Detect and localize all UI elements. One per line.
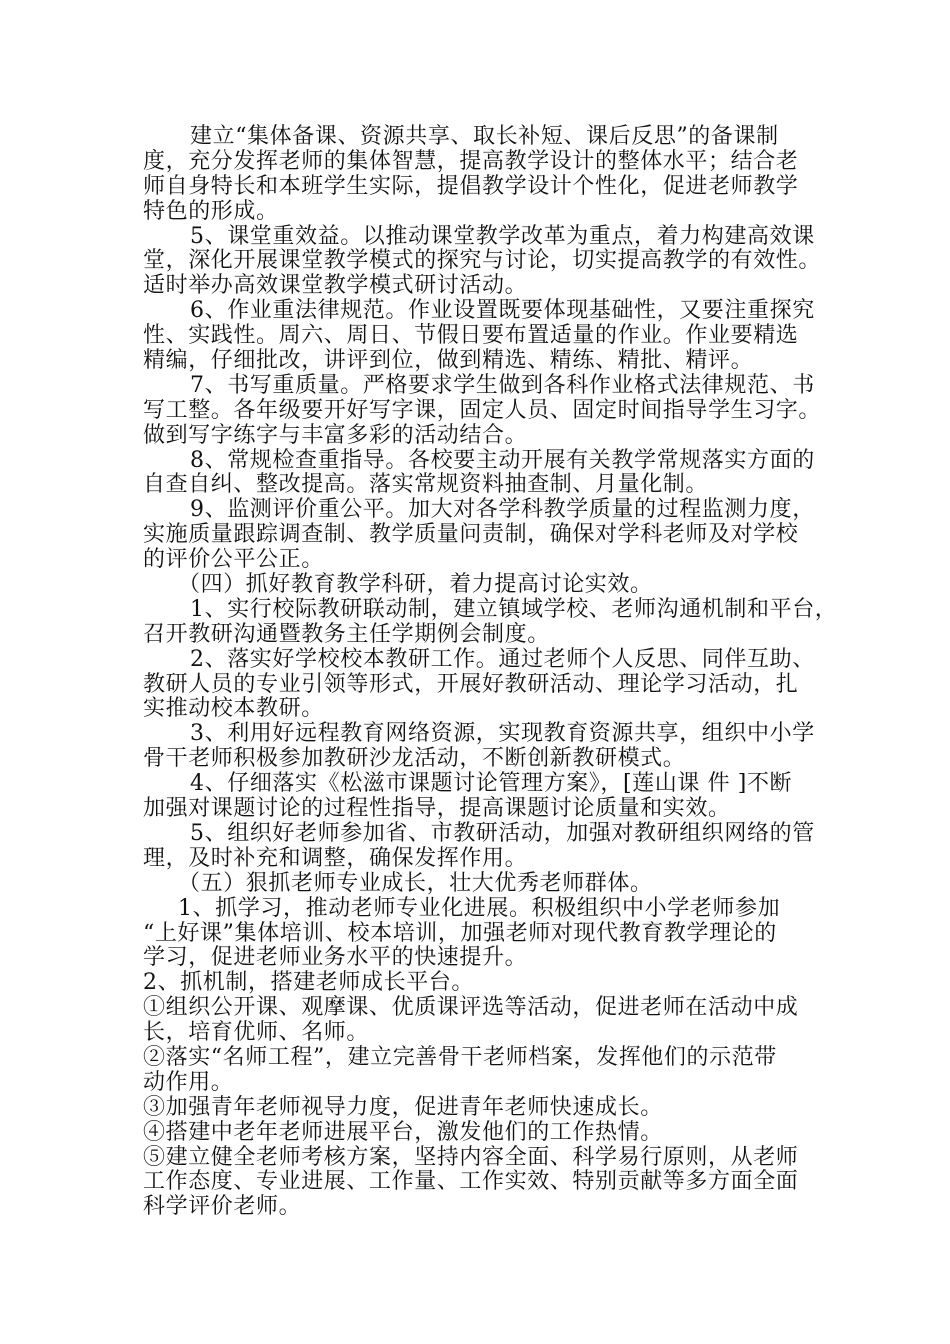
text-line: 5、组织好老师参加省、市教研活动，加强对教研组织网络的管 [190, 820, 815, 846]
text-line: 理，及时补充和调整，确保发挥作用。 [143, 845, 528, 871]
text-line: “上好课”集体培训、校本培训，加强老师对现代教育教学理论的 [143, 920, 777, 946]
text-line: 8、常规检查重指导。各校要主动开展有关教学常规落实方面的 [190, 447, 815, 473]
text-line: 6、作业重法律规范。作业设置既要体现基础性，又要注重探究 [190, 298, 815, 324]
text-line: 性、实践性。周六、周日、节假日要布置适量的作业。作业要精选 [143, 323, 799, 349]
text-line: 适时举办高效课堂教学模式研讨活动。 [143, 273, 528, 299]
text-line: ①组织公开课、观摩课、优质课评选等活动，促进老师在活动中成 [143, 995, 799, 1021]
text-line: 动作用。 [143, 1069, 234, 1095]
text-line: 2、抓机制，搭建老师成长平台。 [143, 970, 474, 996]
text-line: 工作态度、专业进展、工作量、工作实效、特别贡献等多方面全面 [143, 1169, 799, 1195]
text-line: 1、抓学习，推动老师专业化进展。积极组织中小学老师参加 [178, 895, 781, 921]
text-line: 1、实行校际教研联动制，建立镇域学校、老师沟通机制和平台， [190, 596, 838, 622]
text-line: 实推动校本教研。 [143, 696, 324, 722]
text-line: （四）抓好教育教学科研，着力提高讨论实效。 [178, 572, 653, 598]
text-line: 堂，深化开展课堂教学模式的探究与讨论，切实提高教学的有效性。 [143, 248, 822, 274]
text-line: 的评价公平公正。 [143, 547, 324, 573]
text-line: 精编，仔细批改，讲评到位，做到精选、精练、精批、精评。 [143, 348, 754, 374]
text-line: 建立“集体备课、资源共享、取长补短、课后反思”的备课制 [190, 124, 779, 149]
text-line: 师自身特长和本班学生实际，提倡教学设计个性化，促进老师教学 [143, 173, 799, 199]
text-line: 度，充分发挥老师的集体智慧，提高教学设计的整体水平；结合老 [143, 148, 799, 174]
text-line: 科学评价老师。 [143, 1194, 302, 1220]
text-line: 7、书写重质量。严格要求学生做到各科作业格式法律规范、书 [190, 372, 815, 398]
text-line: ⑤建立健全老师考核方案，坚持内容全面、科学易行原则，从老师 [143, 1144, 799, 1170]
text-line: 教研人员的专业引领等形式，开展好教研活动、理论学习活动，扎 [143, 671, 799, 697]
text-line: 骨干老师积极参加教研沙龙活动，不断创新教研模式。 [143, 746, 686, 772]
text-line: ④搭建中老年老师进展平台，激发他们的工作热情。 [143, 1119, 663, 1145]
text-line: 9、监测评价重公平。加大对各学科教学质量的过程监测力度， [190, 497, 815, 523]
text-line: 写工整。各年级要开好写字课，固定人员、固定时间指导学生习字。 [143, 397, 822, 423]
text-line: 做到写字练字与丰富多彩的活动结合。 [143, 422, 528, 448]
text-line: 特色的形成。 [143, 198, 279, 224]
text-line: 召开教研沟通暨教务主任学期例会制度。 [143, 621, 550, 647]
text-line: 2、落实好学校校本教研工作。通过老师个人反思、同伴互助、 [190, 646, 815, 672]
text-line: 5、课堂重效益。以推动课堂教学改革为重点，着力构建高效课 [190, 223, 815, 249]
text-line: （五）狠抓老师专业成长，壮大优秀老师群体。 [178, 870, 653, 896]
text-line: 实施质量跟踪调查制、教学质量问责制，确保对学科老师及对学校 [143, 522, 799, 548]
text-line: 长，培育优师、名师。 [143, 1020, 370, 1046]
text-line: 加强对课题讨论的过程性指导，提高课题讨论质量和实效。 [143, 796, 731, 822]
text-line: 学习，促进老师业务水平的快速提升。 [143, 945, 528, 971]
text-line: ②落实“名师工程”，建立完善骨干老师档案，发挥他们的示范带 [143, 1044, 777, 1070]
document-body [143, 124, 838, 1220]
text-line: 4、仔细落实《松滋市课题讨论管理方案》，[莲山课 件 ]不断 [190, 771, 793, 797]
text-line: ③加强青年老师视导力度，促进青年老师快速成长。 [143, 1094, 663, 1120]
text-line: 3、利用好远程教育网络资源，实现教育资源共享，组织中小学 [190, 721, 815, 747]
text-line: 自查自纠、整改提高。落实常规资料抽查制、月量化制。 [143, 472, 709, 498]
